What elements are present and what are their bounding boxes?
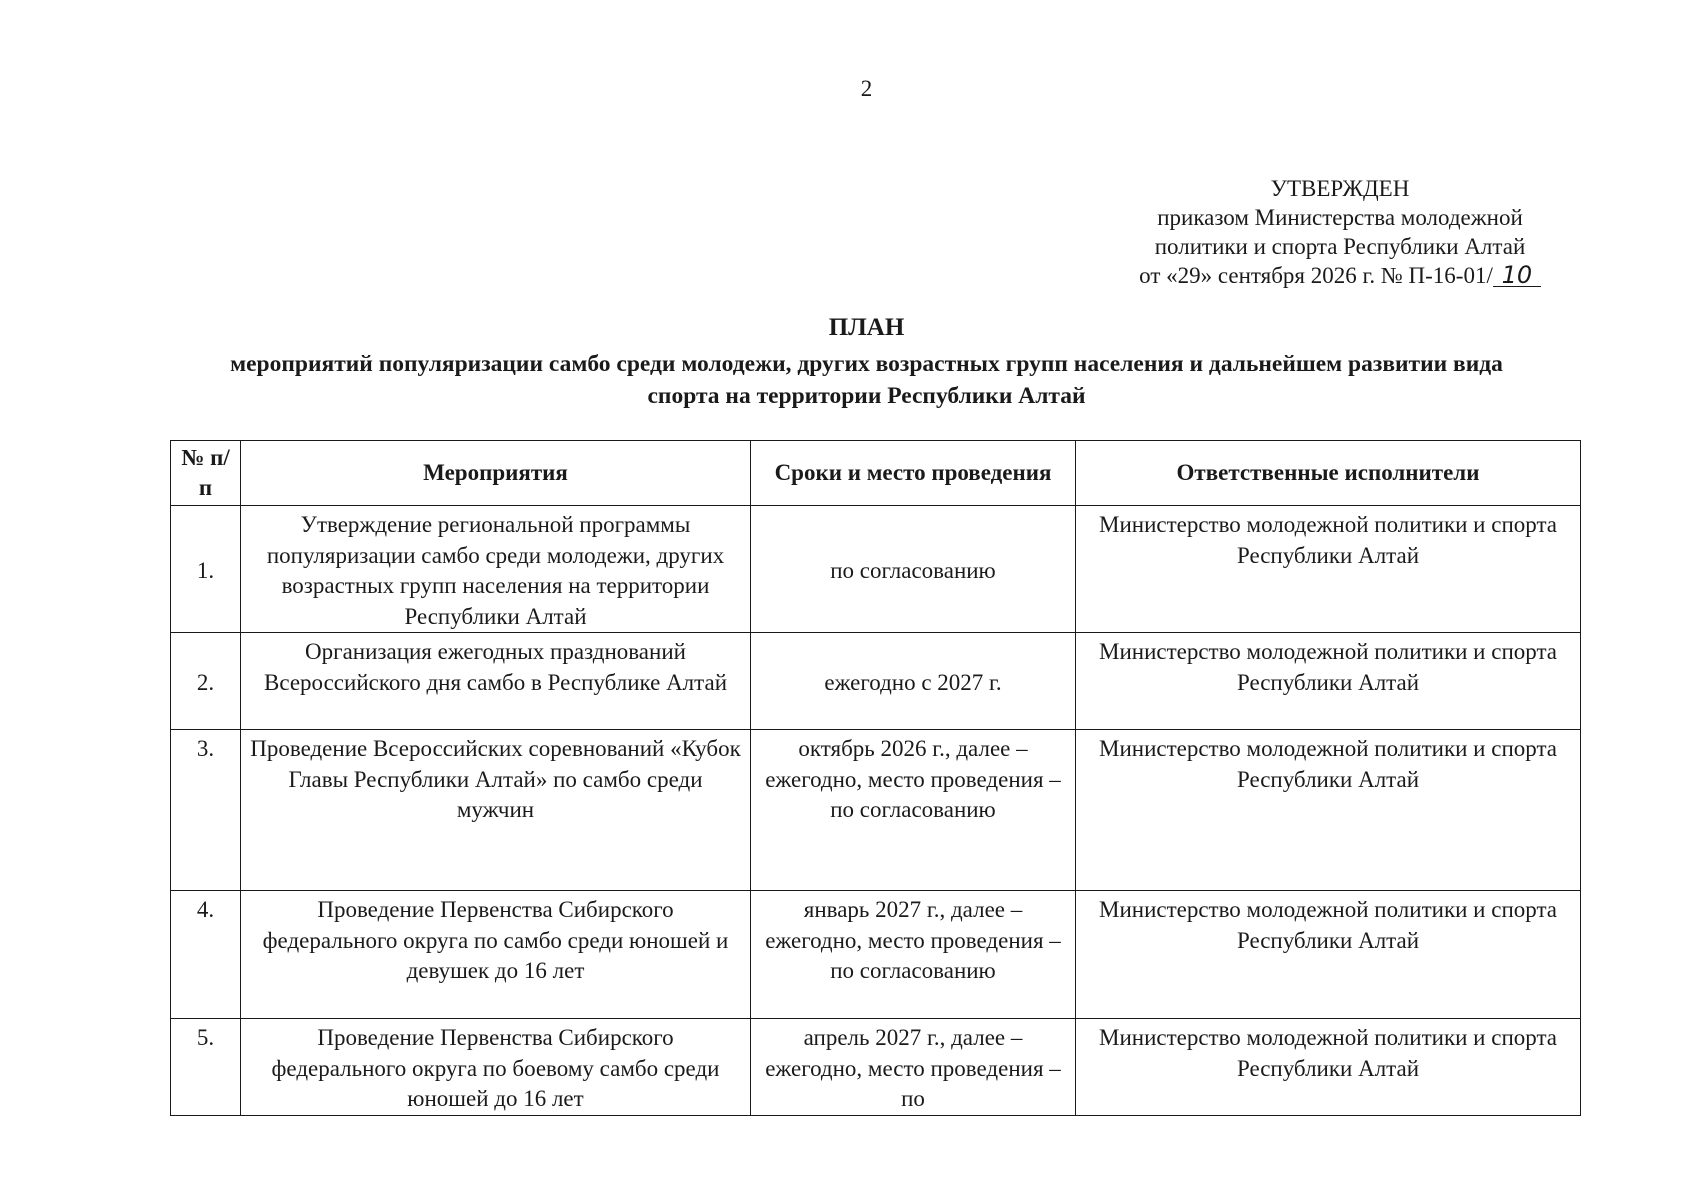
- plan-title: ПЛАН: [828, 314, 905, 341]
- approval-order-line: приказом Министерства молодежной: [1157, 205, 1523, 230]
- row-num: 3.: [171, 730, 241, 891]
- approval-block: [1110, 174, 1570, 290]
- table-row: [171, 633, 1581, 730]
- row-num: 4.: [171, 891, 241, 1019]
- row-when: по согласованию: [751, 506, 1076, 633]
- row-when: ежегодно с 2027 г.: [751, 633, 1076, 730]
- approval-date-line: [1110, 261, 1570, 290]
- page-number: 2: [860, 76, 873, 101]
- row-num: 1.: [171, 506, 241, 633]
- row-event: Проведение Всероссийских соревнований «Кубок Главы Республики Алтай» по самбо среди мужчин: [241, 730, 751, 891]
- plan-subtitle-line-1: мероприятий популяризации самбо среди молодежи, других возрастных групп населения и дальнейшем развитии вида: [230, 351, 1503, 377]
- row-num: 2.: [171, 633, 241, 730]
- row-responsible: Министерство молодежной политики и спорта Республики Алтай: [1076, 730, 1581, 891]
- plan-subtitle-line-2: спорта на территории Республики Алтай: [647, 383, 1086, 409]
- handwritten-order-number: 10: [1493, 264, 1541, 287]
- table-row: [171, 891, 1581, 1019]
- header-num: № п/п: [171, 441, 241, 506]
- plan-table: [170, 440, 1581, 1116]
- row-responsible: Министерство молодежной политики и спорта Республики Алтай: [1076, 633, 1581, 730]
- row-event: Проведение Первенства Сибирского федерального округа по боевому самбо среди юношей до 16 лет: [241, 1019, 751, 1116]
- row-num: 5.: [171, 1019, 241, 1116]
- plan-subtitle: [0, 348, 1695, 412]
- table-row: [171, 1019, 1581, 1116]
- row-when: апрель 2027 г., далее – ежегодно, место проведения – по: [751, 1019, 1076, 1116]
- row-event: Проведение Первенства Сибирского федерального округа по самбо среди юношей и девушек до 16 лет: [241, 891, 751, 1019]
- approval-date-text: от «29» сентября 2026 г. № П-16-01/: [1139, 263, 1493, 288]
- row-responsible: Министерство молодежной политики и спорта Республики Алтай: [1076, 506, 1581, 633]
- approval-ministry-line: политики и спорта Республики Алтай: [1154, 234, 1526, 259]
- row-when: октябрь 2026 г., далее – ежегодно, место проведения –по согласованию: [751, 730, 1076, 891]
- header-responsible: Ответственные исполнители: [1076, 441, 1581, 506]
- row-event: Организация ежегодных празднований Всероссийского дня самбо в Республике Алтай: [241, 633, 751, 730]
- header-when: Сроки и место проведения: [751, 441, 1076, 506]
- table-row: [171, 506, 1581, 633]
- table-header-row: [171, 441, 1581, 506]
- row-when: январь 2027 г., далее – ежегодно, место проведения – по согласованию: [751, 891, 1076, 1019]
- table-row: [171, 730, 1581, 891]
- row-event: Утверждение региональной программы популяризации самбо среди молодежи, других возрастных групп населения на территории Республики Алтай: [241, 506, 751, 633]
- approval-heading: УТВЕРЖДЕН: [1270, 176, 1410, 201]
- row-responsible: Министерство молодежной политики и спорта Республики Алтай: [1076, 1019, 1581, 1116]
- row-responsible: Министерство молодежной политики и спорта Республики Алтай: [1076, 891, 1581, 1019]
- header-event: Мероприятия: [241, 441, 751, 506]
